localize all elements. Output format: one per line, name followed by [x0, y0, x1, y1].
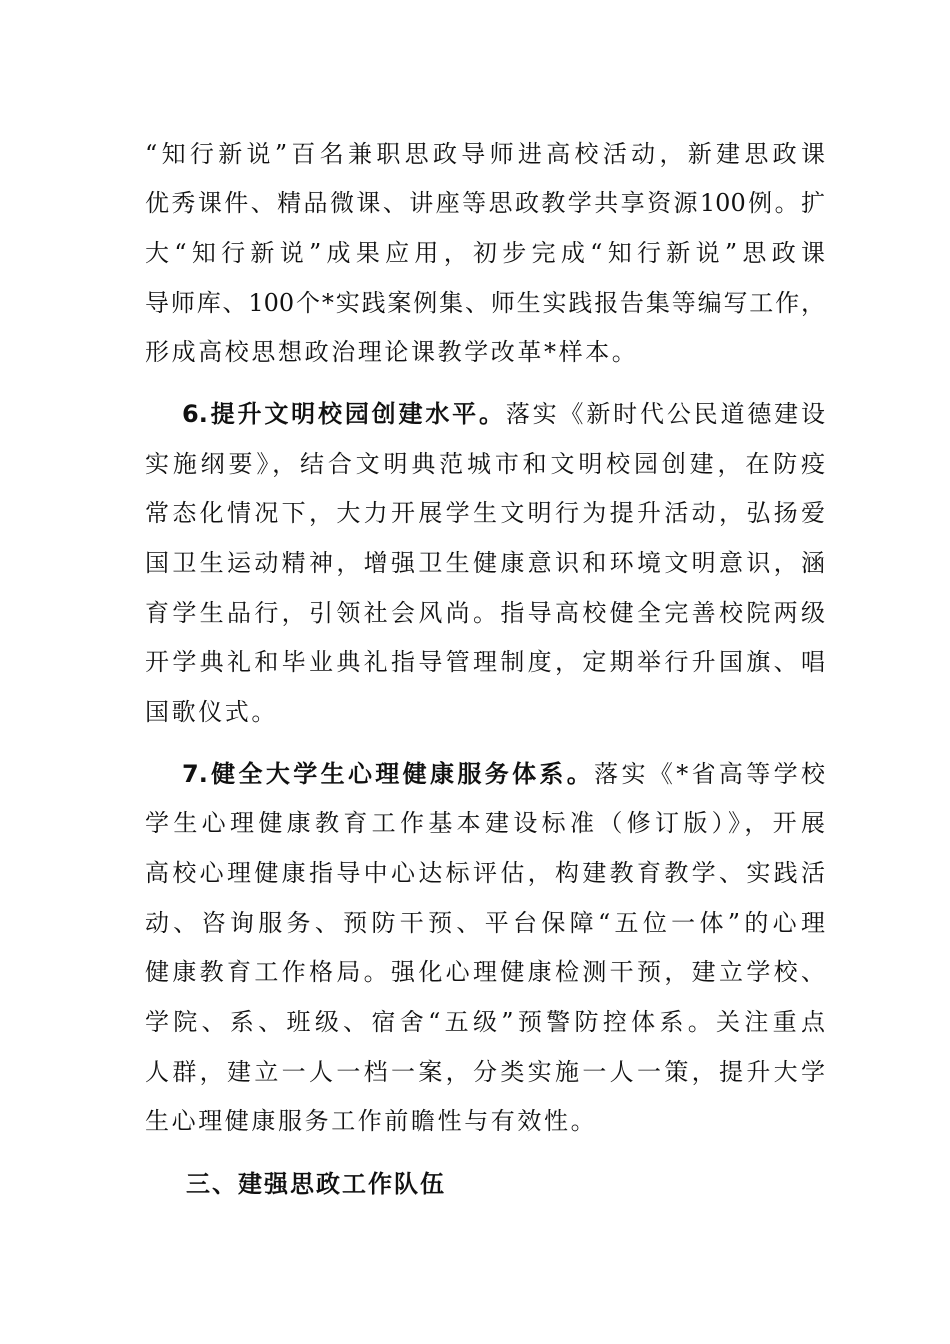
item-7-title: 7.健全大学生心理健康服务体系。	[182, 760, 595, 788]
item-7-first-line-text: 落实《*省高等学校	[594, 760, 825, 788]
paragraph-line: 常态化情况下，大力开展学生文明行为提升活动，弘扬爱	[145, 499, 825, 527]
paragraph-line: 国卫生运动精神，增强卫生健康意识和环境文明意识，涵	[145, 549, 825, 577]
item-6-first-line-text: 落实《新时代公民道德建设	[505, 400, 825, 428]
paragraph-line: 生心理健康服务工作前瞻性与有效性。	[145, 1107, 598, 1135]
paragraph-line: 人群，建立一人一档一案，分类实施一人一策，提升大学	[145, 1058, 825, 1086]
paragraph-line: 实施纲要》，结合文明典范城市和文明校园创建，在防疫	[145, 450, 825, 478]
section-heading: 三、建强思政工作队伍	[186, 1170, 446, 1198]
paragraph-line: 国歌仪式。	[145, 698, 278, 726]
item-6-first-line	[182, 394, 825, 434]
paragraph-line: “知行新说”百名兼职思政导师进高校活动，新建思政课	[145, 140, 825, 168]
item-6-title: 6.提升文明校园创建水平。	[182, 400, 506, 428]
paragraph-line: 育学生品行，引领社会风尚。指导高校健全完善校院两级	[145, 599, 825, 627]
paragraph-line: 学院、系、班级、宿舍“五级”预警防控体系。关注重点	[145, 1008, 825, 1036]
paragraph-line: 健康教育工作格局。强化心理健康检测干预，建立学校、	[145, 958, 825, 986]
item-7-first-line	[182, 754, 825, 794]
paragraph-line: 优秀课件、精品微课、讲座等思政教学共享资源100例。扩	[145, 189, 825, 217]
paragraph-line: 学生心理健康教育工作基本建设标准（修订版）》，开展	[145, 809, 825, 837]
paragraph-line: 动、咨询服务、预防干预、平台保障“五位一体”的心理	[145, 909, 825, 937]
paragraph-line: 高校心理健康指导中心达标评估，构建教育教学、实践活	[145, 859, 825, 887]
paragraph-line: 开学典礼和毕业典礼指导管理制度，定期举行升国旗、唱	[145, 648, 825, 676]
paragraph-line: 大“知行新说”成果应用，初步完成“知行新说”思政课	[145, 239, 825, 267]
paragraph-line: 形成高校思想政治理论课教学改革*样本。	[145, 338, 639, 366]
paragraph-line: 导师库、100个*实践案例集、师生实践报告集等编写工作，	[145, 289, 825, 317]
